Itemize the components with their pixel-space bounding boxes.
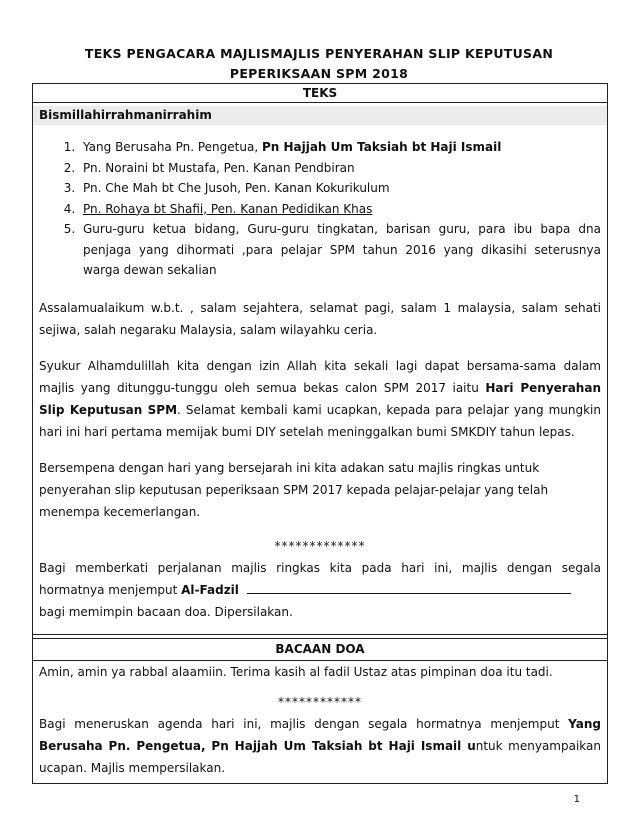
principal-name: Pn Hajjah Um Taksiah bt Haji Ismail: [261, 140, 502, 154]
paragraph-text: Bagi meneruskan agenda hari ini, majlis dengan segala hormatnya menjemput: [39, 716, 569, 731]
list-item-text: Yang Berusaha Pn. Pengetua,: [83, 140, 262, 154]
paragraph-text: bagi memimpin bacaan doa. Dipersilakan.: [39, 604, 293, 619]
doa-cell: [33, 661, 607, 783]
greeting-list: [39, 137, 601, 281]
occasion-paragraph: Bersempena dengan hari yang bersejarah ini kita adakan satu majlis ringkas untuk penyerahan slip keputusan peperiksaan SPM 2017 kepada pelajar-pelajar yang telah menempa kecemerlangan.: [39, 460, 549, 519]
separator-stars: ************: [278, 694, 362, 709]
list-item: 5. Guru-guru ketua bidang, Guru-guru tingkatan, barisan guru, para ibu bapa dna penjaga yang dihormati ,para pelajar SPM tahun 2016 yang dikasihi seterusnya warga dewan sekalian: [79, 219, 601, 281]
paragraph-text: Syukur Alhamdulillah kita dengan izin Allah kita sekali lagi dapat bersama-sama dalam majlis yang ditunggu-tunggu oleh semua bekas calon SPM 2017 iaitu: [39, 358, 601, 395]
prayer-invite-paragraph: [39, 557, 601, 623]
list-item: 2. Pn. Noraini bt Mustafa, Pen. Kanan Pendbiran: [79, 158, 601, 179]
thanks-paragraph: Amin, amin ya rabbal alaamiin. Terima kasih al fadil Ustaz atas pimpinan doa itu tadi.: [39, 664, 553, 679]
page-number: 1: [573, 794, 580, 805]
gratitude-paragraph: [39, 355, 601, 443]
title-line-2: PEPERIKSAAN SPM 2018: [229, 66, 409, 81]
name-blank-line: [247, 579, 571, 594]
title-line-1: TEKS PENGACARA MAJLISMAJLIS PENYERAHAN SLIP KEPUTUSAN: [84, 46, 554, 61]
greeting-paragraph: Assalamualaikum w.b.t. , salam sejahtera, selamat pagi, salam 1 malaysia, salam sehati sejiwa, salah negaraku Malaysia, salam wilayahku ceria.: [39, 300, 601, 337]
section-header: BACAAN DOA: [33, 638, 607, 660]
list-item: [79, 137, 601, 158]
event-name: Hari Penyerahan Slip Keputusan SPM: [39, 380, 601, 417]
list-item: [79, 199, 601, 220]
list-item-text: Pn. Rohaya bt Shafii, Pen. Kanan Pedidikan Khas: [83, 201, 373, 216]
document-title: [30, 44, 608, 84]
text-cell: [33, 103, 607, 631]
paragraph-text: Bagi memberkati perjalanan majlis ringkas kita pada hari ini, majlis dengan segala hormatnya menjemput: [39, 560, 601, 597]
principal-name: Yang Berusaha Pn. Pengetua, Pn Hajjah Um Taksiah bt Haji Ismail u: [39, 716, 601, 753]
honorific: Al-Fadzil: [181, 582, 239, 597]
paragraph-text: . Selamat kembali kami ucapkan, kepada para pelajar yang mungkin hari ini hari pertama memijak bumi DIY setelah meninggalkan bumi SMKDIY tahun lepas.: [39, 402, 601, 439]
table-header: TEKS: [33, 84, 607, 103]
section-header-wrap: [33, 634, 607, 661]
paragraph-text: ntuk menyampaikan ucapan. Majlis mempersilakan.: [39, 738, 601, 775]
list-item: 3. Pn. Che Mah bt Che Jusoh, Pen. Kanan Kokurikulum: [79, 178, 601, 199]
script-table: [32, 83, 608, 784]
bismillah-line: Bismillahirrahmanirrahim: [33, 106, 607, 125]
speech-invite-paragraph: [39, 713, 601, 779]
separator-stars: *************: [274, 538, 366, 553]
